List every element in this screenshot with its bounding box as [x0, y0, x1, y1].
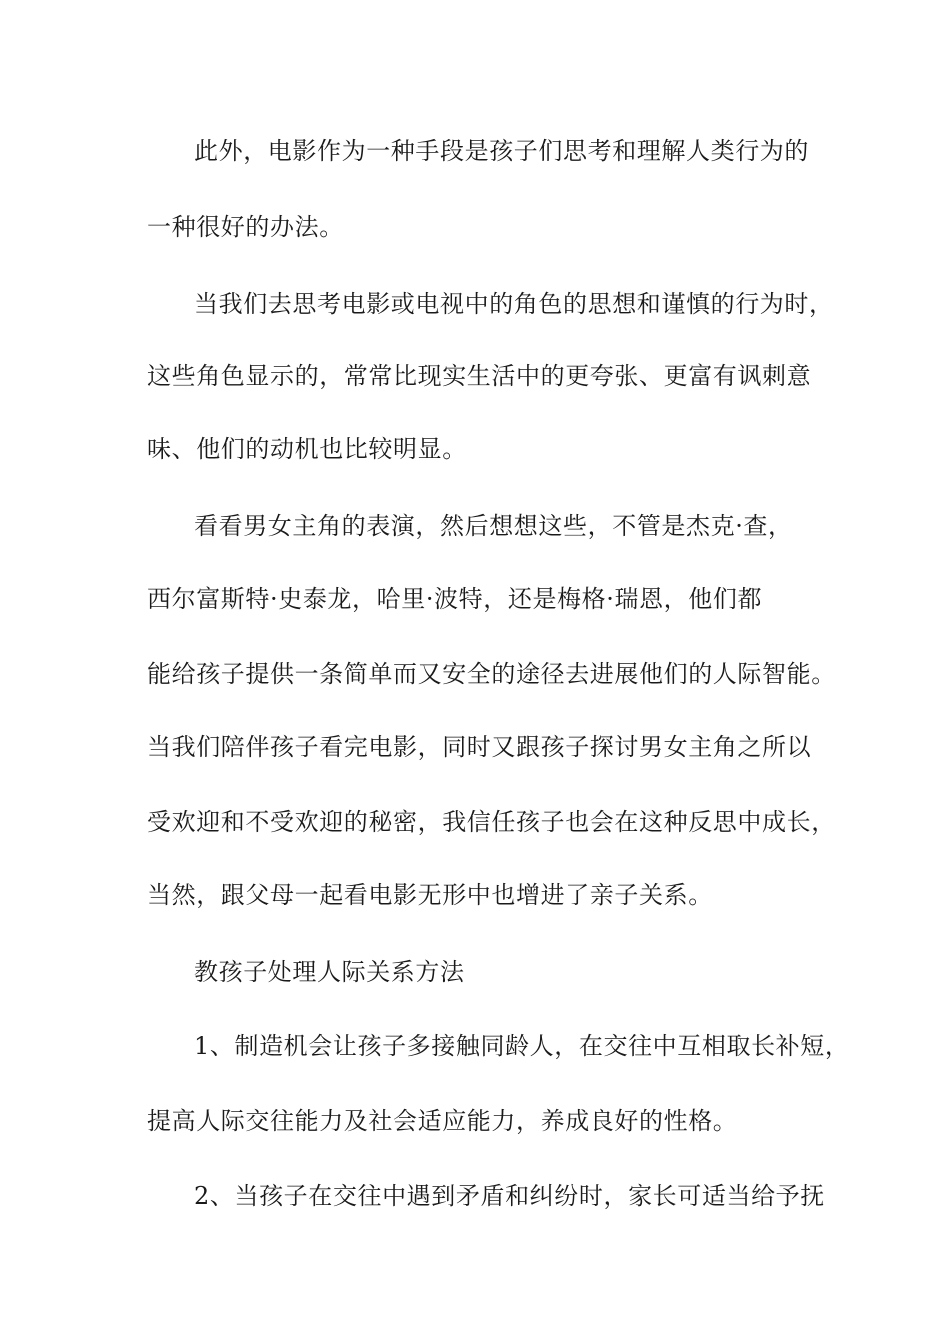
paragraph-line: 这些角色显示的，常常比现实生活中的更夸张、更富有讽刺意 [147, 362, 812, 390]
paragraph-line: 看看男女主角的表演，然后想想这些，不管是杰克·查， [194, 512, 793, 540]
paragraph-line: 味、他们的动机也比较明显。 [147, 435, 467, 463]
paragraph-line: 当我们去思考电影或电视中的角色的思想和谨慎的行为时， [194, 290, 834, 318]
list-item-line: 1、制造机会让孩子多接触同龄人，在交往中互相取长补短， [194, 1032, 850, 1060]
paragraph-line: 此外，电影作为一种手段是孩子们思考和理解人类行为的 [194, 137, 809, 165]
paragraph-line: 一种很好的办法。 [147, 213, 344, 241]
paragraph-line: 受欢迎和不受欢迎的秘密，我信任孩子也会在这种反思中成长， [147, 808, 836, 836]
list-item-line: 提高人际交往能力及社会适应能力，养成良好的性格。 [147, 1107, 738, 1135]
paragraph-line: 当然，跟父母一起看电影无形中也增进了亲子关系。 [147, 881, 713, 909]
list-item-line: 2、当孩子在交往中遇到矛盾和纠纷时，家长可适当给予抚 [194, 1182, 825, 1210]
section-heading: 教孩子处理人际关系方法 [194, 958, 465, 986]
paragraph-line: 当我们陪伴孩子看完电影，同时又跟孩子探讨男女主角之所以 [147, 733, 812, 761]
paragraph-line: 西尔富斯特·史泰龙，哈里·波特，还是梅格·瑞恩，他们都 [147, 585, 763, 613]
paragraph-line: 能给孩子提供一条简单而又安全的途径去进展他们的人际智能。 [147, 660, 836, 688]
